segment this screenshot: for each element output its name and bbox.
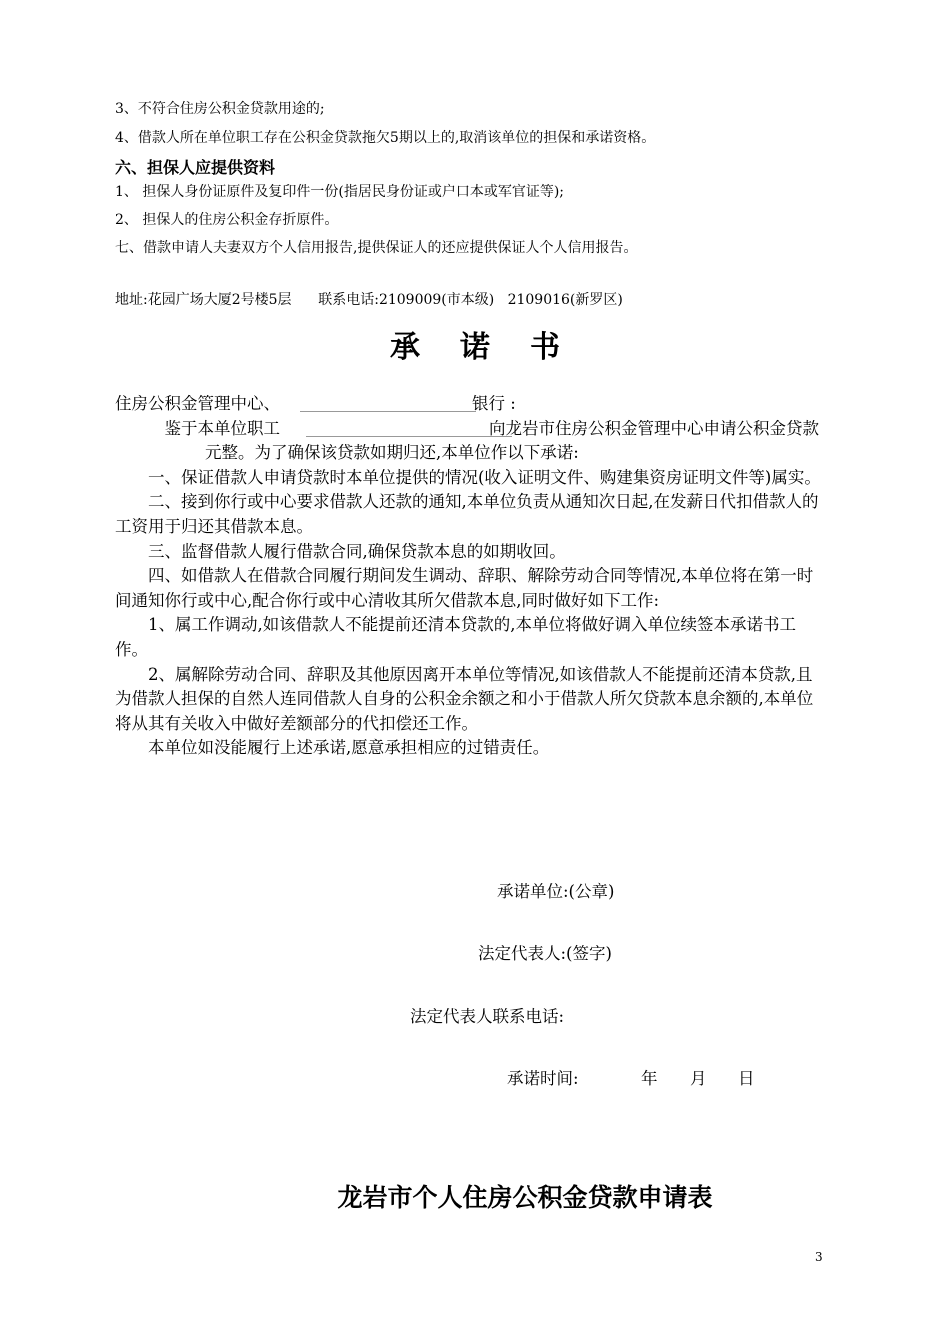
liability-statement: 本单位如没能履行上述承诺,愿意承担相应的过错责任。 — [148, 738, 550, 758]
date-day: 日 — [738, 1069, 755, 1088]
section-7-text: 七、借款申请人夫妻双方个人信用报告,提供保证人的还应提供保证人个人信用报告。 — [115, 240, 638, 256]
sign-unit-label: 承诺单位:(公章) — [497, 882, 615, 901]
intro-a: 鉴于本单位职工 — [164, 418, 280, 438]
commitment-4: 四、如借款人在借款合同履行期间发生调动、辞职、解除劳动合同等情况,本单位将在第一时间通知你行或中心,配合你行或中心清收其所欠借款本息,同时做好如下工作: — [115, 566, 814, 610]
intro-c: 积金贷款 — [753, 418, 819, 438]
intro-b: 向龙岩市住房公积金管理中心申请公 — [489, 418, 753, 438]
date-month: 月 — [690, 1069, 707, 1088]
item-4-text: 4、借款人所在单位职工存在公积金贷款拖欠5期以上的,取消该单位的担保和承诺资格。 — [115, 130, 656, 146]
item-3-text: 3、不符合住房公积金贷款用途的; — [115, 101, 325, 117]
commitment-1: 一、保证借款人申请贷款时本单位提供的情况(收入证明文件、购建集资房证明文件等)属实。 — [148, 467, 821, 487]
date-year: 年 — [641, 1069, 658, 1088]
address-contact-line: 地址:花园广场大厦2号楼5层 联系电话:2109009(市本级) 2109016(新罗区) — [115, 292, 623, 308]
bank-name-underline — [300, 411, 476, 412]
commitment-3: 三、监督借款人履行借款合同,确保贷款本息的如期收回。 — [148, 541, 566, 561]
letter-title: 承诺书 — [390, 330, 600, 365]
section-6-item-2: 2、 担保人的住房公积金存折原件。 — [115, 212, 339, 228]
intro-d: 元整。为了确保该贷款如期归还,本单位作以下承诺: — [205, 443, 579, 463]
sign-date-label: 承诺时间: — [507, 1069, 579, 1088]
commitment-4-2: 2、属解除劳动合同、辞职及其他原因离开本单位等情况,如该借款人不能提前还清本贷款,且为借款人担保的自然人连同借款人自身的公积金余额之和小于借款人所欠贷款本息余额的,本单位将从其有关收入中做好差额部分的代扣偿还工作。 — [115, 664, 814, 733]
commitment-2: 二、接到你行或中心要求借款人还款的通知,本单位负责从通知次日起,在发薪日代扣借款人的工资用于归还其借款本息。 — [115, 492, 819, 536]
next-form-title: 龙岩市个人住房公积金贷款申请表 — [337, 1183, 713, 1212]
addressee-prefix: 住房公积金管理中心、 — [115, 394, 280, 413]
addressee-line — [115, 392, 825, 417]
sign-rep-label: 法定代表人:(签字) — [478, 944, 612, 963]
addressee-suffix: 银行 : — [472, 394, 516, 413]
employee-name-underline — [306, 436, 512, 437]
commitment-4-1: 1、属工作调动,如该借款人不能提前还清本贷款的,本单位将做好调入单位续签本承诺书工作。 — [115, 615, 796, 659]
page-number: 3 — [815, 1250, 823, 1264]
sign-phone-label: 法定代表人联系电话: — [410, 1007, 565, 1026]
section-6-item-1: 1、 担保人身份证原件及复印件一份(指居民身份证或户口本或军官证等); — [115, 184, 564, 200]
intro-paragraph — [115, 417, 825, 466]
letter-body — [115, 392, 825, 761]
section-6-heading: 六、担保人应提供资料 — [115, 158, 276, 177]
